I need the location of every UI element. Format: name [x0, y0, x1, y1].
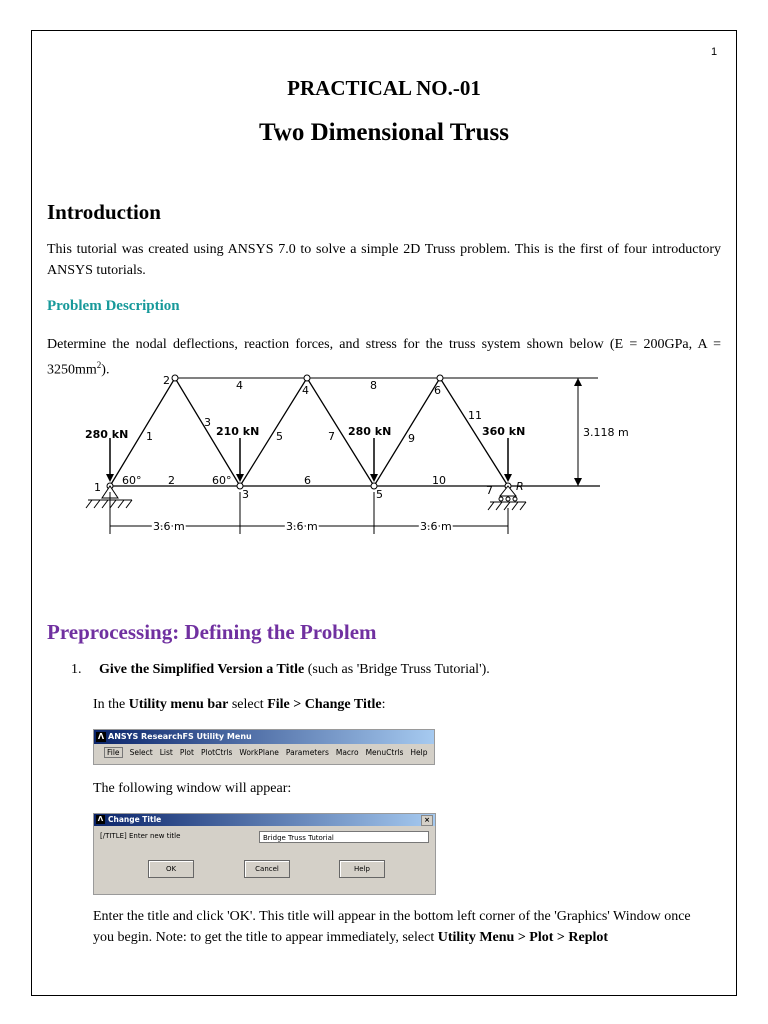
title-field-label: [/TITLE] Enter new title: [100, 832, 181, 840]
member-label: 1: [146, 430, 153, 443]
member-label: 9: [408, 432, 415, 445]
step-rest: (such as 'Bridge Truss Tutorial').: [304, 662, 490, 677]
load-label: 210 kN: [216, 425, 260, 438]
span-label: 3.6 m: [153, 520, 185, 533]
window-appear-text: The following window will appear:: [93, 781, 292, 796]
problem-description-paragraph: Determine the nodal deflections, reaction forces, and stress for the truss system shown below (E = 200GPa, $A = 3250mm^2$).: [47, 337, 721, 378]
member-label: 4: [236, 379, 243, 392]
span-label: 3.6 m: [286, 520, 318, 533]
page-number: 1: [711, 46, 718, 58]
problem-description-heading: Problem Description: [47, 298, 180, 314]
menu-item-plot[interactable]: Plot: [179, 748, 194, 757]
member-label: 2: [168, 474, 175, 487]
node-label: 3: [242, 488, 249, 501]
menu-item-workplane[interactable]: WorkPlane: [239, 748, 279, 757]
member-label: 5: [276, 430, 283, 443]
node-label: 7: [486, 484, 493, 497]
ok-button[interactable]: OK: [148, 860, 194, 878]
introduction-paragraph: This tutorial was created using ANSYS 7.0 to solve a simple 2D Truss problem. This is the first of four introductory ANSYS tutorials.: [47, 242, 721, 278]
member-label: 8: [370, 379, 377, 392]
ansys-logo-icon: Λ: [97, 732, 105, 741]
menu-item-macro[interactable]: Macro: [335, 748, 359, 757]
truss-diagram: [80, 372, 629, 547]
help-button[interactable]: Help: [339, 860, 385, 878]
node-label: 2: [163, 374, 170, 387]
height-label: 3.118 m: [583, 426, 629, 439]
utility-menu-titlebar: Λ ANSYS ResearchFS Utility Menu: [94, 730, 434, 744]
member-label: 3: [204, 416, 211, 429]
ansys-logo-icon: Λ: [97, 815, 104, 823]
menu-item-list[interactable]: List: [159, 748, 173, 757]
menu-item-help[interactable]: Help: [410, 748, 428, 757]
menu-item-select[interactable]: Select: [129, 748, 153, 757]
step-title: Give the Simplified Version a Title: [99, 662, 305, 677]
preprocessing-heading: Preprocessing: Defining the Problem: [47, 620, 377, 644]
member-label: 7: [328, 430, 335, 443]
close-icon[interactable]: ×: [421, 815, 433, 826]
menu-item-plotctrls[interactable]: PlotCtrls: [200, 748, 233, 757]
member-label: 6: [304, 474, 311, 487]
after-dialog-paragraph: Enter the title and click 'OK'. This title will appear in the bottom left corner of the 'Graphics' Window once you begin. Note: to get the title to appear immediately, select Utility Menu > Plot > Replot: [93, 909, 691, 945]
utility-menu-bar: [94, 744, 434, 757]
load-label: 280 kN: [348, 425, 392, 438]
reaction-label: R: [516, 480, 524, 493]
load-label: 360 kN: [482, 425, 526, 438]
menu-item-parameters[interactable]: Parameters: [285, 748, 329, 757]
node-label: 6: [434, 384, 441, 397]
load-label: 280 kN: [85, 428, 129, 441]
step-1: [71, 662, 490, 678]
node-label: 1: [94, 481, 101, 494]
angle-label: 60°: [122, 474, 142, 487]
member-label: 11: [468, 409, 482, 422]
title-input[interactable]: Bridge Truss Tutorial: [259, 831, 429, 843]
cancel-button[interactable]: Cancel: [244, 860, 290, 878]
menu-item-file[interactable]: File: [104, 747, 123, 758]
member-label: 10: [432, 474, 446, 487]
node-label: 4: [302, 384, 309, 397]
introduction-heading: Introduction: [47, 200, 161, 224]
change-title-dialog: [93, 813, 436, 895]
page-title: Two Dimensional Truss: [258, 119, 510, 146]
angle-label: 60°: [212, 474, 232, 487]
dialog-titlebar: Λ Change Title ×: [94, 814, 435, 826]
node-label: 5: [376, 488, 383, 501]
span-label: 3.6 m: [420, 520, 452, 533]
step-number: 1.: [71, 662, 82, 677]
menu-item-menuctrls[interactable]: MenuCtrls: [365, 748, 404, 757]
ansys-utility-menu: [93, 729, 435, 765]
utility-menu-instruction: In the Utility menu bar select File > Change Title:: [93, 697, 386, 712]
practical-heading: PRACTICAL NO.-01: [287, 76, 481, 100]
